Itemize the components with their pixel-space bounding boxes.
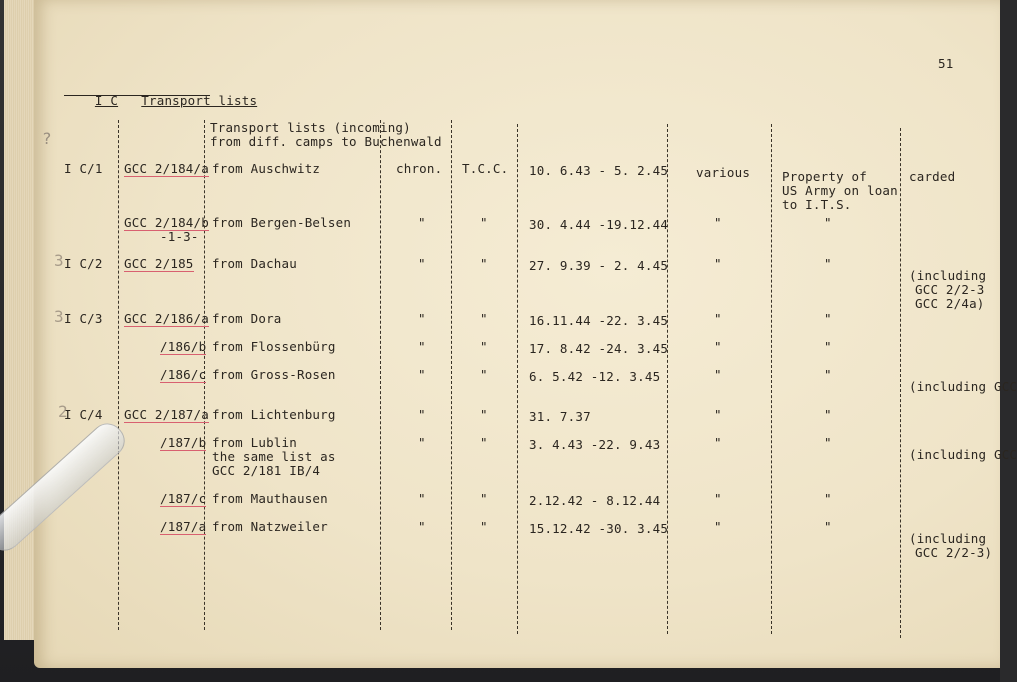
row-format: " [714, 519, 722, 534]
row-description: from Dora [212, 311, 282, 326]
row-ownership: " [824, 367, 832, 382]
row-status: (including GCC [909, 379, 1017, 394]
row-format: " [714, 435, 722, 450]
row-ownership: " [824, 215, 832, 230]
row-format: various [696, 165, 751, 180]
row-number: I C/3 [64, 311, 103, 326]
row-dates: 27. 9.39 - 2. 4.45 [529, 258, 669, 273]
row-status-line2: GCC 2/2-3) [915, 545, 993, 560]
row-ownership: Property of [782, 169, 867, 184]
row-dates: 6. 5.42 -12. 3.45 [529, 369, 661, 384]
row-reference: GCC 2/186/a [124, 311, 209, 326]
row-dates: 31. 7.37 [529, 409, 591, 424]
row-format: " [714, 215, 722, 230]
pencil-mark: 3 [54, 307, 64, 326]
row-order: " [418, 215, 426, 230]
row-reference: GCC 2/185 [124, 256, 194, 271]
row-order: " [418, 367, 426, 382]
row-reference: /186/c [160, 367, 207, 382]
row-description: from Auschwitz [212, 161, 321, 176]
pencil-mark: ? [42, 129, 52, 148]
row-dates: 15.12.42 -30. 3.45 [529, 521, 669, 536]
row-reference: /186/b [160, 339, 207, 354]
row-status: (including [909, 531, 987, 546]
column-rule-3 [380, 120, 381, 630]
row-description: from Lichtenburg [212, 407, 336, 422]
row-description-note: GCC 2/181 IB/4 [212, 463, 321, 478]
column-rule-6 [667, 124, 668, 634]
column-rule-7 [771, 124, 772, 634]
column-rule-8 [900, 128, 901, 638]
row-copy-type: " [480, 256, 488, 271]
row-status: carded [909, 169, 956, 184]
row-ownership: " [824, 491, 832, 506]
row-number: I C/4 [64, 407, 103, 422]
column-rule-5 [517, 124, 518, 634]
row-ownership: " [824, 339, 832, 354]
row-copy-type: " [480, 339, 488, 354]
row-reference: /187/b [160, 435, 207, 450]
row-ownership: " [824, 311, 832, 326]
row-order: " [418, 407, 426, 422]
row-format: " [714, 311, 722, 326]
row-description-note: the same list as [212, 449, 336, 464]
row-status: (including [909, 268, 987, 283]
row-reference-sub: -1-3- [160, 229, 199, 244]
pencil-mark: 2 [58, 402, 68, 421]
table-header-line2: from diff. camps to Buchenwald [210, 134, 442, 149]
row-description: from Bergen-Belsen [212, 215, 352, 230]
row-reference: /187/a [160, 519, 207, 534]
row-dates: 2.12.42 - 8.12.44 [529, 493, 661, 508]
row-number: I C/1 [64, 161, 103, 176]
row-description: from Gross-Rosen [212, 367, 336, 382]
row-dates: 30. 4.44 -19.12.44 [529, 217, 669, 232]
row-copy-type: " [480, 519, 488, 534]
section-underline [64, 95, 210, 96]
row-ownership-line3: to I.T.S. [782, 197, 852, 212]
row-description: from Natzweiler [212, 519, 328, 534]
row-status: (including GCC [909, 447, 1017, 462]
row-ownership: " [824, 256, 832, 271]
row-copy-type: T.C.C. [462, 161, 509, 176]
row-copy-type: " [480, 435, 488, 450]
pencil-mark: 3 [54, 251, 64, 270]
row-reference: /187/c [160, 491, 207, 506]
row-description: from Lublin [212, 435, 297, 450]
row-order: chron. [396, 161, 443, 176]
row-ownership: " [824, 519, 832, 534]
row-ownership-line2: US Army on loan [782, 183, 898, 198]
row-format: " [714, 256, 722, 271]
row-number: I C/2 [64, 256, 103, 271]
document-page [34, 0, 1017, 668]
table-header-line1: Transport lists (incoming) [210, 120, 411, 135]
row-reference: GCC 2/184/b [124, 215, 209, 230]
row-dates: 16.11.44 -22. 3.45 [529, 313, 669, 328]
row-order: " [418, 311, 426, 326]
row-order: " [418, 339, 426, 354]
row-order: " [418, 491, 426, 506]
row-status-line2: GCC 2/2-3 [915, 282, 985, 297]
row-format: " [714, 339, 722, 354]
row-dates: 3. 4.43 -22. 9.43 [529, 437, 661, 452]
row-ownership: " [824, 407, 832, 422]
row-order: " [418, 256, 426, 271]
row-format: " [714, 407, 722, 422]
row-copy-type: " [480, 367, 488, 382]
row-copy-type: " [480, 311, 488, 326]
row-format: " [714, 491, 722, 506]
page-number: 51 [938, 56, 954, 71]
row-ownership: " [824, 435, 832, 450]
row-order: " [418, 519, 426, 534]
row-description: from Mauthausen [212, 491, 328, 506]
row-format: " [714, 367, 722, 382]
row-copy-type: " [480, 407, 488, 422]
section-code: I C [94, 93, 119, 108]
column-rule-4 [451, 120, 452, 630]
row-order: " [418, 435, 426, 450]
column-rule-1 [118, 120, 119, 630]
row-status-line3: GCC 2/4a) [915, 296, 985, 311]
row-copy-type: " [480, 215, 488, 230]
row-dates: 10. 6.43 - 5. 2.45 [529, 163, 669, 178]
row-dates: 17. 8.42 -24. 3.45 [529, 341, 669, 356]
row-reference: GCC 2/187/a [124, 407, 209, 422]
row-copy-type: " [480, 491, 488, 506]
row-description: from Dachau [212, 256, 297, 271]
row-description: from Flossenbürg [212, 339, 336, 354]
section-title: Transport lists [141, 93, 258, 108]
section-heading [64, 80, 257, 122]
row-reference: GCC 2/184/a [124, 161, 209, 176]
